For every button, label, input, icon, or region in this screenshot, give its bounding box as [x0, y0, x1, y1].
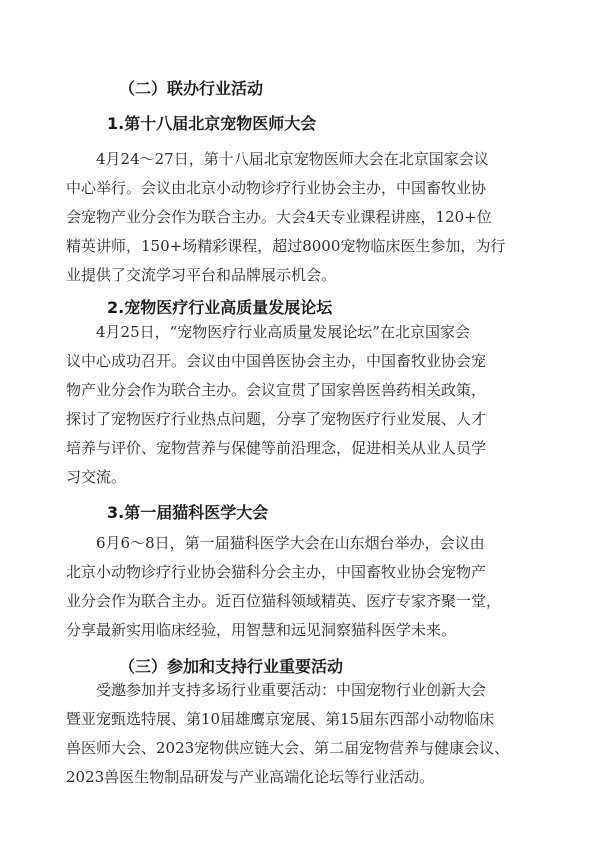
paragraph-pet-medical-forum	[66, 318, 516, 492]
paragraph-line: 暨亚宠甄选特展、第10届雄鹰京宠展、第15届东西部小动物临床	[66, 710, 495, 728]
paragraph-line: 议中心成功召开。会议由中国兽医协会主办，中国畜牧业协会宠	[66, 352, 487, 370]
paragraph-line: 物产业分会作为联合主办。会议宣贯了国家兽医兽药相关政策，	[66, 381, 487, 399]
paragraph-line: 4月24～27日，第十八届北京宠物医师大会在北京国家会议	[96, 150, 489, 168]
section-heading-joint-activities: （二）联办行业活动	[119, 79, 264, 98]
paragraph-line: 探讨了宠物医疗行业热点问题，分享了宠物医疗行业发展、人才	[66, 410, 487, 428]
paragraph-line: 2023兽医生物制品研发与产业高端化论坛等行业活动。	[66, 768, 435, 786]
paragraph-line: 会宠物产业分会作为联合主办。大会4天专业课程讲座，120+位	[66, 208, 492, 226]
paragraph-line: 4月25日，“宠物医疗行业高质量发展论坛”在北京国家会	[96, 323, 470, 341]
paragraph-line: 6月6～8日，第一届猫科医学大会在山东烟台举办，会议由	[96, 534, 485, 552]
paragraph-line: 兽医师大会、2023宠物供应链大会、第二届宠物营养与健康会议、	[66, 739, 510, 757]
paragraph-line: 培养与评价、宠物营养与保健等前沿理念，促进相关从业人员学	[66, 439, 487, 457]
paragraph-feline-medicine-conference	[66, 529, 516, 645]
paragraph-line: 受邀参加并支持多场行业重要活动：中国宠物行业创新大会	[96, 681, 487, 699]
paragraph-line: 北京小动物诊疗行业协会猫科分会主办，中国畜牧业协会宠物产	[66, 563, 487, 581]
paragraph-line: 业分会作为联合主办。近百位猫科领域精英、医疗专家齐聚一堂，	[66, 592, 502, 610]
paragraph-line: 业提供了交流学习平台和品牌展示机会。	[66, 266, 337, 284]
subsection-heading-beijing-vet-conference: 1.第十八届北京宠物医师大会	[107, 114, 317, 133]
paragraph-line: 精英讲师，150+场精彩课程，超过8000宠物临床医生参加，为行	[66, 237, 506, 255]
paragraph-line: 中心举行。会议由北京小动物诊疗行业协会主办，中国畜牧业协	[66, 179, 487, 197]
paragraph-line: 习交流。	[66, 468, 127, 486]
subsection-heading-pet-medical-forum: 2.宠物医疗行业高质量发展论坛	[107, 298, 333, 317]
section-heading-participate-support: （三）参加和支持行业重要活动	[119, 657, 344, 676]
subsection-heading-feline-medicine-conference: 3.第一届猫科医学大会	[107, 503, 269, 522]
paragraph-beijing-vet-conference	[66, 145, 516, 290]
paragraph-line: 分享最新实用临床经验，用智慧和远见洞察猫科医学未来。	[66, 621, 457, 639]
paragraph-participate-support	[66, 676, 516, 792]
